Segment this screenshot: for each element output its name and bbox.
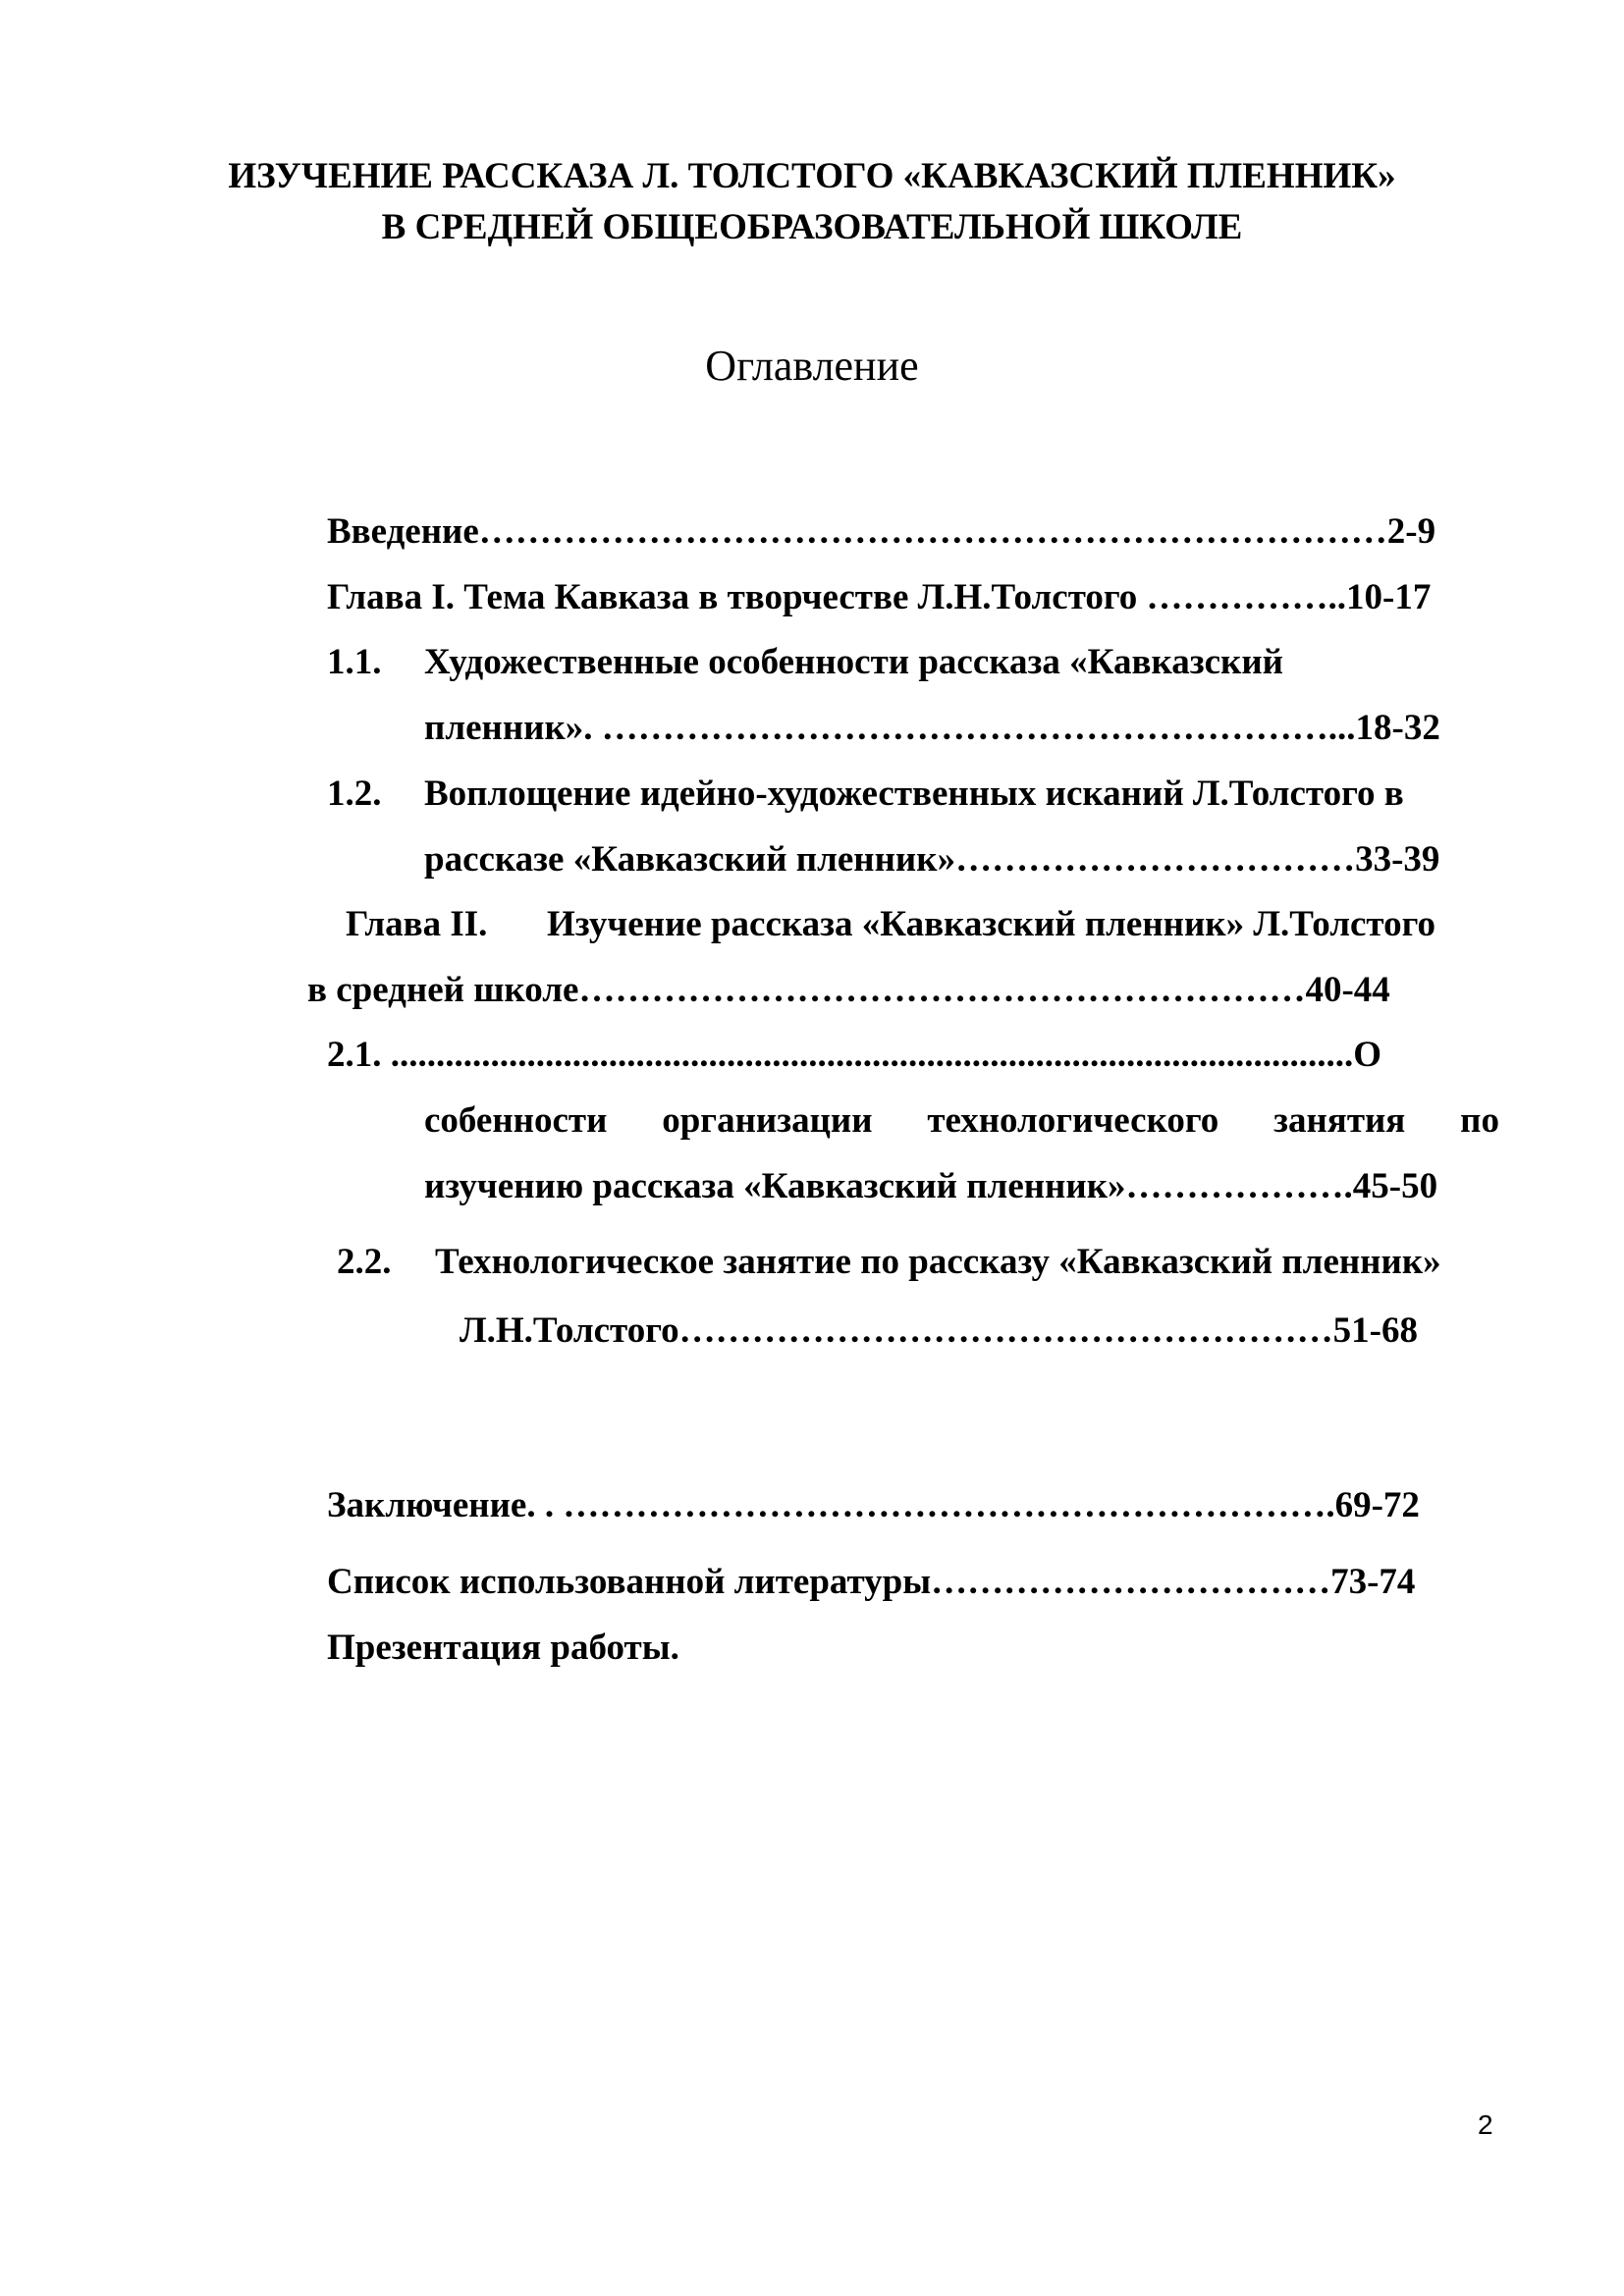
toc-entry-section-1-2-continuation: рассказе «Кавказский пленник»……………………………33-39 bbox=[424, 839, 1440, 880]
document-title-line-1: ИЗУЧЕНИЕ РАССКАЗА Л. ТОЛСТОГО «КАВКАЗСКИЙ ПЛЕННИК» bbox=[228, 156, 1396, 196]
toc-entry-chapter-2-title: Изучение рассказа «Кавказский пленник» Л.Толстого bbox=[547, 904, 1435, 944]
toc-entry-presentation: Презентация работы. bbox=[327, 1628, 679, 1668]
toc-word: собенности bbox=[424, 1100, 608, 1141]
toc-entry-section-2-2-title: Технологическое занятие по рассказу «Кавказский пленник» bbox=[435, 1242, 1441, 1282]
toc-entry-chapter-2-continuation: в средней школе……………………………………………………40-44 bbox=[307, 970, 1390, 1010]
toc-entry-conclusion: Заключение. . ……………………………………………………….69-72 bbox=[327, 1485, 1420, 1525]
toc-word: занятия bbox=[1273, 1100, 1406, 1141]
toc-entry-chapter-1: Глава I. Тема Кавказа в творчестве Л.Н.Толстого ……………..10-17 bbox=[327, 577, 1432, 617]
toc-entry-section-2-1-second-line bbox=[424, 1097, 1499, 1145]
toc-entry-section-2-1-third-line: изучению рассказа «Кавказский пленник»……………….45-50 bbox=[424, 1166, 1438, 1206]
toc-word: организации bbox=[662, 1100, 873, 1141]
toc-entry-chapter-2-label: Глава II. bbox=[346, 904, 488, 944]
toc-entry-section-1-1-number: 1.1. bbox=[327, 642, 382, 682]
toc-entry-section-1-1-title: Художественные особенности рассказа «Кавказский bbox=[424, 642, 1283, 682]
toc-entry-section-2-1-first-line: 2.1. ..........................................................................................................О bbox=[327, 1035, 1382, 1075]
document-title-line-2: В СРЕДНЕЙ ОБЩЕОБРАЗОВАТЕЛЬНОЙ ШКОЛЕ bbox=[381, 207, 1243, 247]
toc-word: технологического bbox=[927, 1100, 1219, 1141]
toc-entry-section-1-2-title: Воплощение идейно-художественных исканий Л.Толстого в bbox=[424, 774, 1404, 814]
toc-entry-section-2-2-number: 2.2. bbox=[337, 1242, 392, 1282]
toc-word: по bbox=[1460, 1100, 1499, 1141]
page-number: 2 bbox=[1478, 2109, 1493, 2140]
toc-entry-references: Список использованной литературы……………………………73-74 bbox=[327, 1562, 1416, 1602]
toc-entry-introduction: Введение…………………………………………………………………2-9 bbox=[327, 511, 1436, 552]
toc-entry-section-1-2-number: 1.2. bbox=[327, 774, 382, 814]
toc-entry-section-2-2-continuation: Л.Н.Толстого………………………………………………51-68 bbox=[460, 1310, 1418, 1351]
toc-entry-section-1-1-continuation: пленник». ……………………………………………………...18-32 bbox=[424, 708, 1440, 748]
toc-heading: Оглавление bbox=[705, 342, 919, 390]
